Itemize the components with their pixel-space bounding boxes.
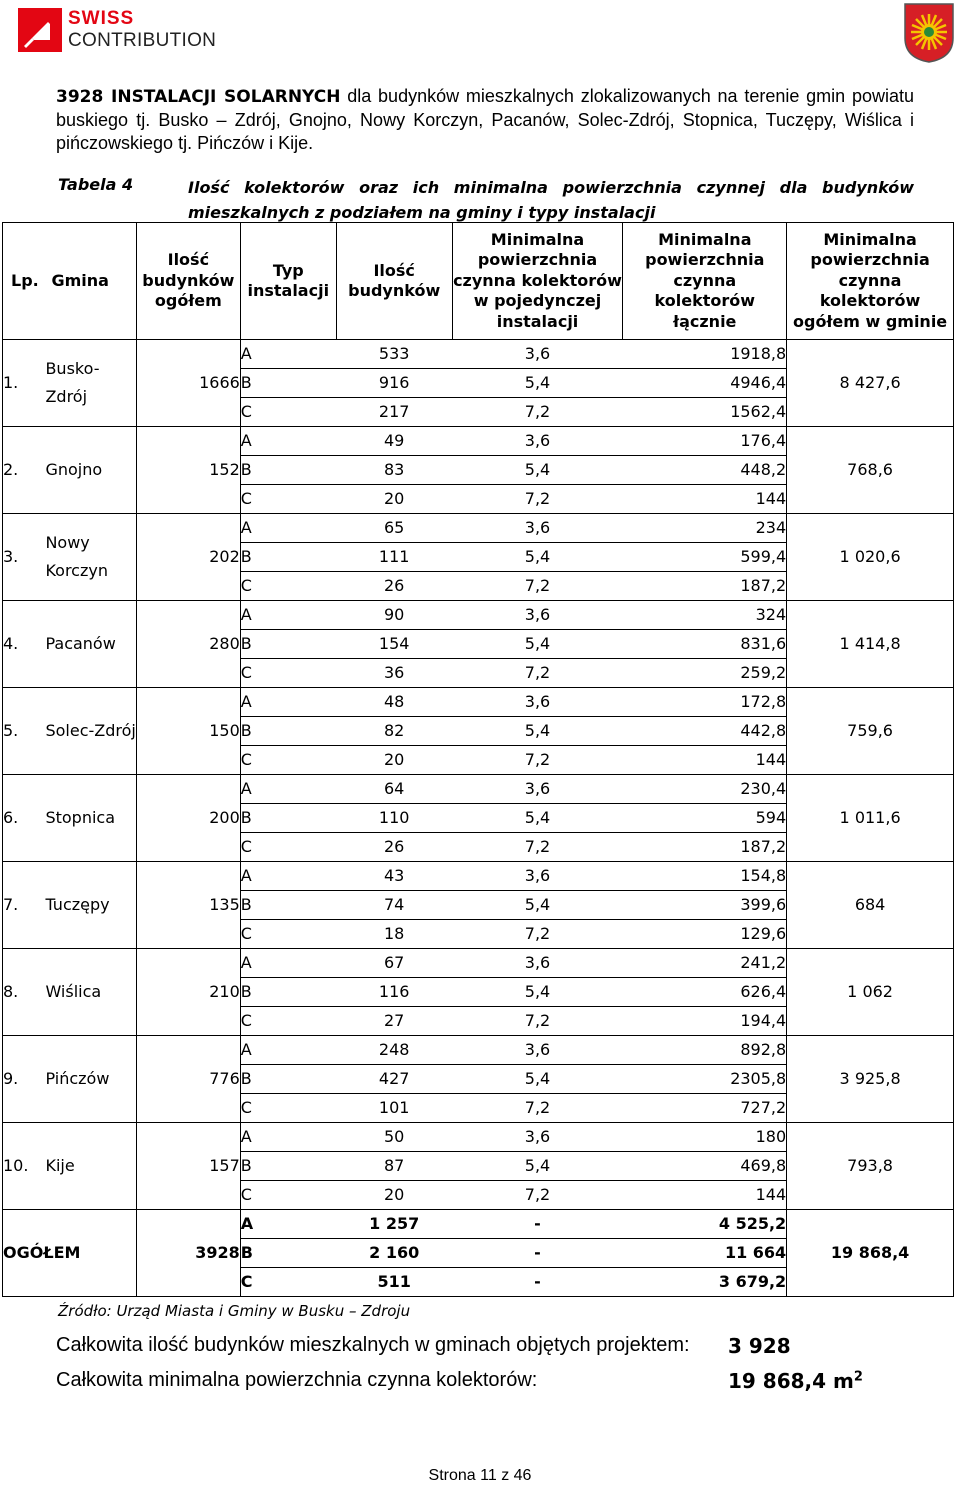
row-area-single: 5,4 [452,804,623,833]
table-row [3,514,954,543]
row-buildings: 27 [336,1007,452,1036]
row-type: A [240,775,336,804]
row-area-total: 892,8 [623,1036,787,1065]
row-area-single: 3,6 [452,340,623,369]
row-buildings: 82 [336,717,452,746]
row-area-total: 194,4 [623,1007,787,1036]
logo-text-swiss: SWISS [68,8,135,29]
total-buildings: 511 [336,1268,452,1297]
row-area-single: 5,4 [452,543,623,572]
row-gmina-area: 768,6 [787,427,954,514]
header-lp: Lp. [3,223,46,340]
header-building-count: Ilość budynków [336,223,452,340]
row-total-buildings: 200 [136,775,240,862]
row-gmina-area: 684 [787,862,954,949]
header-total-buildings: Ilość budynków ogółem [136,223,240,340]
summary-area-number: 19 868,4 m [728,1369,854,1393]
row-gmina: Stopnica [45,775,136,862]
row-total-buildings: 202 [136,514,240,601]
row-type: B [240,1152,336,1181]
table-row [3,862,954,891]
row-type: B [240,891,336,920]
row-type: A [240,1036,336,1065]
row-gmina-area: 1 062 [787,949,954,1036]
row-area-single: 3,6 [452,601,623,630]
row-gmina: Kije [45,1123,136,1210]
logo-text-contribution: CONTRIBUTION [68,30,217,51]
row-type: A [240,340,336,369]
collectors-table [2,222,954,1297]
row-area-single: 7,2 [452,1007,623,1036]
row-type: C [240,398,336,427]
row-lp: 4. [3,601,46,688]
row-total-buildings: 157 [136,1123,240,1210]
intro-bold: 3928 INSTALACJI SOLARNYCH [56,87,341,107]
row-buildings: 67 [336,949,452,978]
row-lp: 9. [3,1036,46,1123]
row-type: C [240,1007,336,1036]
table-caption: Ilość kolektorów oraz ich minimalna powierzchnia czynnej dla budynków mieszkalnych z podziałem na gminy i typy instalacji [188,178,914,222]
row-area-total: 187,2 [623,572,787,601]
row-type: A [240,688,336,717]
row-gmina: Busko-Zdrój [45,340,136,427]
total-gmina-area: 19 868,4 [787,1210,954,1297]
total-area-total: 4 525,2 [623,1210,787,1239]
header-gmina: Gmina [45,223,136,340]
row-area-total: 469,8 [623,1152,787,1181]
total-area-total: 11 664 [623,1239,787,1268]
table-row [3,1036,954,1065]
summary-area [56,1369,863,1393]
row-gmina: Tuczępy [45,862,136,949]
row-buildings: 26 [336,572,452,601]
row-buildings: 101 [336,1094,452,1123]
row-gmina-area: 8 427,6 [787,340,954,427]
row-type: C [240,1094,336,1123]
total-buildings: 1 257 [336,1210,452,1239]
row-buildings: 116 [336,978,452,1007]
row-type: B [240,978,336,1007]
swiss-contribution-logo [14,6,234,56]
header-min-area-single: Minimalna powierzchnia czynna kolektorów w pojedynczej instalacji [452,223,623,340]
row-area-single: 7,2 [452,833,623,862]
table-row [3,601,954,630]
row-area-single: 3,6 [452,1123,623,1152]
row-buildings: 90 [336,601,452,630]
summary-area-unit-sup: 2 [853,1369,863,1385]
row-type: B [240,456,336,485]
row-lp: 1. [3,340,46,427]
row-area-total: 324 [623,601,787,630]
row-buildings: 50 [336,1123,452,1152]
row-buildings: 916 [336,369,452,398]
table-row [3,949,954,978]
intro-paragraph [56,85,914,155]
row-buildings: 49 [336,427,452,456]
row-buildings: 18 [336,920,452,949]
total-label: OGÓŁEM [3,1210,137,1297]
row-area-total: 626,4 [623,978,787,1007]
row-area-total: 442,8 [623,717,787,746]
row-buildings: 110 [336,804,452,833]
row-area-total: 2305,8 [623,1065,787,1094]
row-area-total: 1918,8 [623,340,787,369]
row-type: A [240,427,336,456]
row-buildings: 533 [336,340,452,369]
row-buildings: 20 [336,746,452,775]
row-type: C [240,920,336,949]
row-lp: 6. [3,775,46,862]
row-area-single: 7,2 [452,1181,623,1210]
row-type: C [240,1181,336,1210]
table-label: Tabela 4 [58,175,134,194]
row-type: C [240,833,336,862]
total-type: B [240,1239,336,1268]
row-area-single: 3,6 [452,688,623,717]
row-gmina-area: 3 925,8 [787,1036,954,1123]
table-row [3,775,954,804]
row-area-single: 5,4 [452,369,623,398]
row-gmina: Pacanów [45,601,136,688]
row-type: B [240,630,336,659]
row-buildings: 427 [336,1065,452,1094]
header-min-area-total: Minimalna powierzchnia czynna kolektorów łącznie [623,223,787,340]
header-min-area-gmina: Minimalna powierzchnia czynna kolektorów ogółem w gminie [787,223,954,340]
row-area-total: 448,2 [623,456,787,485]
row-area-total: 172,8 [623,688,787,717]
row-type: B [240,717,336,746]
row-area-single: 5,4 [452,1065,623,1094]
row-gmina: Wiślica [45,949,136,1036]
swiss-flag-icon [18,8,62,52]
table-row [3,427,954,456]
header-installation-type: Typ instalacji [240,223,336,340]
row-area-single: 3,6 [452,427,623,456]
row-area-total: 154,8 [623,862,787,891]
total-buildings: 2 160 [336,1239,452,1268]
row-area-single: 7,2 [452,746,623,775]
table-row [3,688,954,717]
busko-zdroj-crest-icon [903,2,955,64]
page-number: Strona 11 z 46 [428,1467,532,1484]
row-buildings: 74 [336,891,452,920]
row-total-buildings: 280 [136,601,240,688]
row-total-buildings: 1666 [136,340,240,427]
row-type: A [240,514,336,543]
row-buildings: 248 [336,1036,452,1065]
row-area-total: 234 [623,514,787,543]
row-area-total: 399,6 [623,891,787,920]
row-type: A [240,862,336,891]
row-lp: 2. [3,427,46,514]
row-gmina-area: 759,6 [787,688,954,775]
total-area-single: - [452,1239,623,1268]
row-gmina-area: 1 414,8 [787,601,954,688]
row-area-single: 5,4 [452,891,623,920]
row-buildings: 36 [336,659,452,688]
summary-buildings-label: Całkowita ilość budynków mieszkalnych w gminach objętych projektem: [56,1334,690,1356]
total-type: A [240,1210,336,1239]
row-area-single: 7,2 [452,659,623,688]
total-buildings: 3928 [136,1210,240,1297]
row-area-single: 3,6 [452,862,623,891]
row-type: C [240,572,336,601]
row-type: B [240,1065,336,1094]
row-area-total: 129,6 [623,920,787,949]
row-type: B [240,543,336,572]
row-gmina: Solec-Zdrój [45,688,136,775]
row-buildings: 87 [336,1152,452,1181]
row-area-total: 1562,4 [623,398,787,427]
row-area-single: 3,6 [452,949,623,978]
row-lp: 7. [3,862,46,949]
row-area-single: 3,6 [452,1036,623,1065]
row-area-single: 7,2 [452,920,623,949]
row-total-buildings: 150 [136,688,240,775]
row-type: C [240,746,336,775]
table-row [3,340,954,369]
row-area-total: 144 [623,485,787,514]
row-gmina: Nowy Korczyn [45,514,136,601]
row-type: A [240,601,336,630]
row-total-buildings: 152 [136,427,240,514]
row-area-single: 7,2 [452,398,623,427]
row-buildings: 20 [336,1181,452,1210]
row-buildings: 64 [336,775,452,804]
row-type: C [240,485,336,514]
row-lp: 10. [3,1123,46,1210]
row-area-single: 5,4 [452,1152,623,1181]
row-buildings: 20 [336,485,452,514]
row-area-total: 727,2 [623,1094,787,1123]
row-buildings: 217 [336,398,452,427]
row-area-single: 7,2 [452,572,623,601]
row-buildings: 111 [336,543,452,572]
row-area-single: 3,6 [452,775,623,804]
summary-area-label: Całkowita minimalna powierzchnia czynna kolektorów: [56,1369,538,1391]
row-area-total: 4946,4 [623,369,787,398]
table-header-row [3,223,954,340]
row-total-buildings: 135 [136,862,240,949]
row-area-single: 5,4 [452,717,623,746]
row-lp: 8. [3,949,46,1036]
summary-buildings [56,1334,791,1358]
row-area-total: 599,4 [623,543,787,572]
row-type: A [240,1123,336,1152]
row-buildings: 43 [336,862,452,891]
row-area-total: 144 [623,746,787,775]
row-gmina-area: 1 011,6 [787,775,954,862]
row-type: A [240,949,336,978]
row-type: B [240,369,336,398]
row-buildings: 48 [336,688,452,717]
row-area-total: 594 [623,804,787,833]
row-area-single: 5,4 [452,456,623,485]
table-row [3,1123,954,1152]
row-buildings: 83 [336,456,452,485]
row-area-total: 176,4 [623,427,787,456]
row-type: B [240,804,336,833]
row-gmina-area: 793,8 [787,1123,954,1210]
row-area-single: 7,2 [452,485,623,514]
row-area-total: 180 [623,1123,787,1152]
total-area-total: 3 679,2 [623,1268,787,1297]
row-lp: 3. [3,514,46,601]
row-area-total: 187,2 [623,833,787,862]
total-type: C [240,1268,336,1297]
total-row [3,1210,954,1239]
row-total-buildings: 776 [136,1036,240,1123]
row-gmina: Gnojno [45,427,136,514]
row-area-total: 831,6 [623,630,787,659]
row-area-total: 241,2 [623,949,787,978]
row-lp: 5. [3,688,46,775]
row-area-single: 5,4 [452,630,623,659]
row-area-single: 7,2 [452,1094,623,1123]
intro-text: dla budynków mieszkalnych zlokalizowanych na terenie gmin powiatu buskiego tj. Busko – Zdrój, Gnojno, Nowy Korczyn, Pacanów, Solec-Zdrój, Stopnica, Tuczępy, Wiślica i pińczowskiego tj. Pińczów i Kije. [56,86,914,153]
row-buildings: 154 [336,630,452,659]
row-area-single: 3,6 [452,514,623,543]
row-area-total: 230,4 [623,775,787,804]
source-note: Źródło: Urząd Miasta i Gminy w Busku – Zdroju [58,1302,411,1320]
row-total-buildings: 210 [136,949,240,1036]
row-gmina-area: 1 020,6 [787,514,954,601]
row-type: C [240,659,336,688]
row-gmina: Pińczów [45,1036,136,1123]
row-area-single: 5,4 [452,978,623,1007]
row-buildings: 65 [336,514,452,543]
summary-area-value [728,1369,863,1393]
summary-buildings-value: 3 928 [728,1334,791,1358]
row-area-total: 144 [623,1181,787,1210]
row-buildings: 26 [336,833,452,862]
total-area-single: - [452,1268,623,1297]
row-area-total: 259,2 [623,659,787,688]
total-area-single: - [452,1210,623,1239]
